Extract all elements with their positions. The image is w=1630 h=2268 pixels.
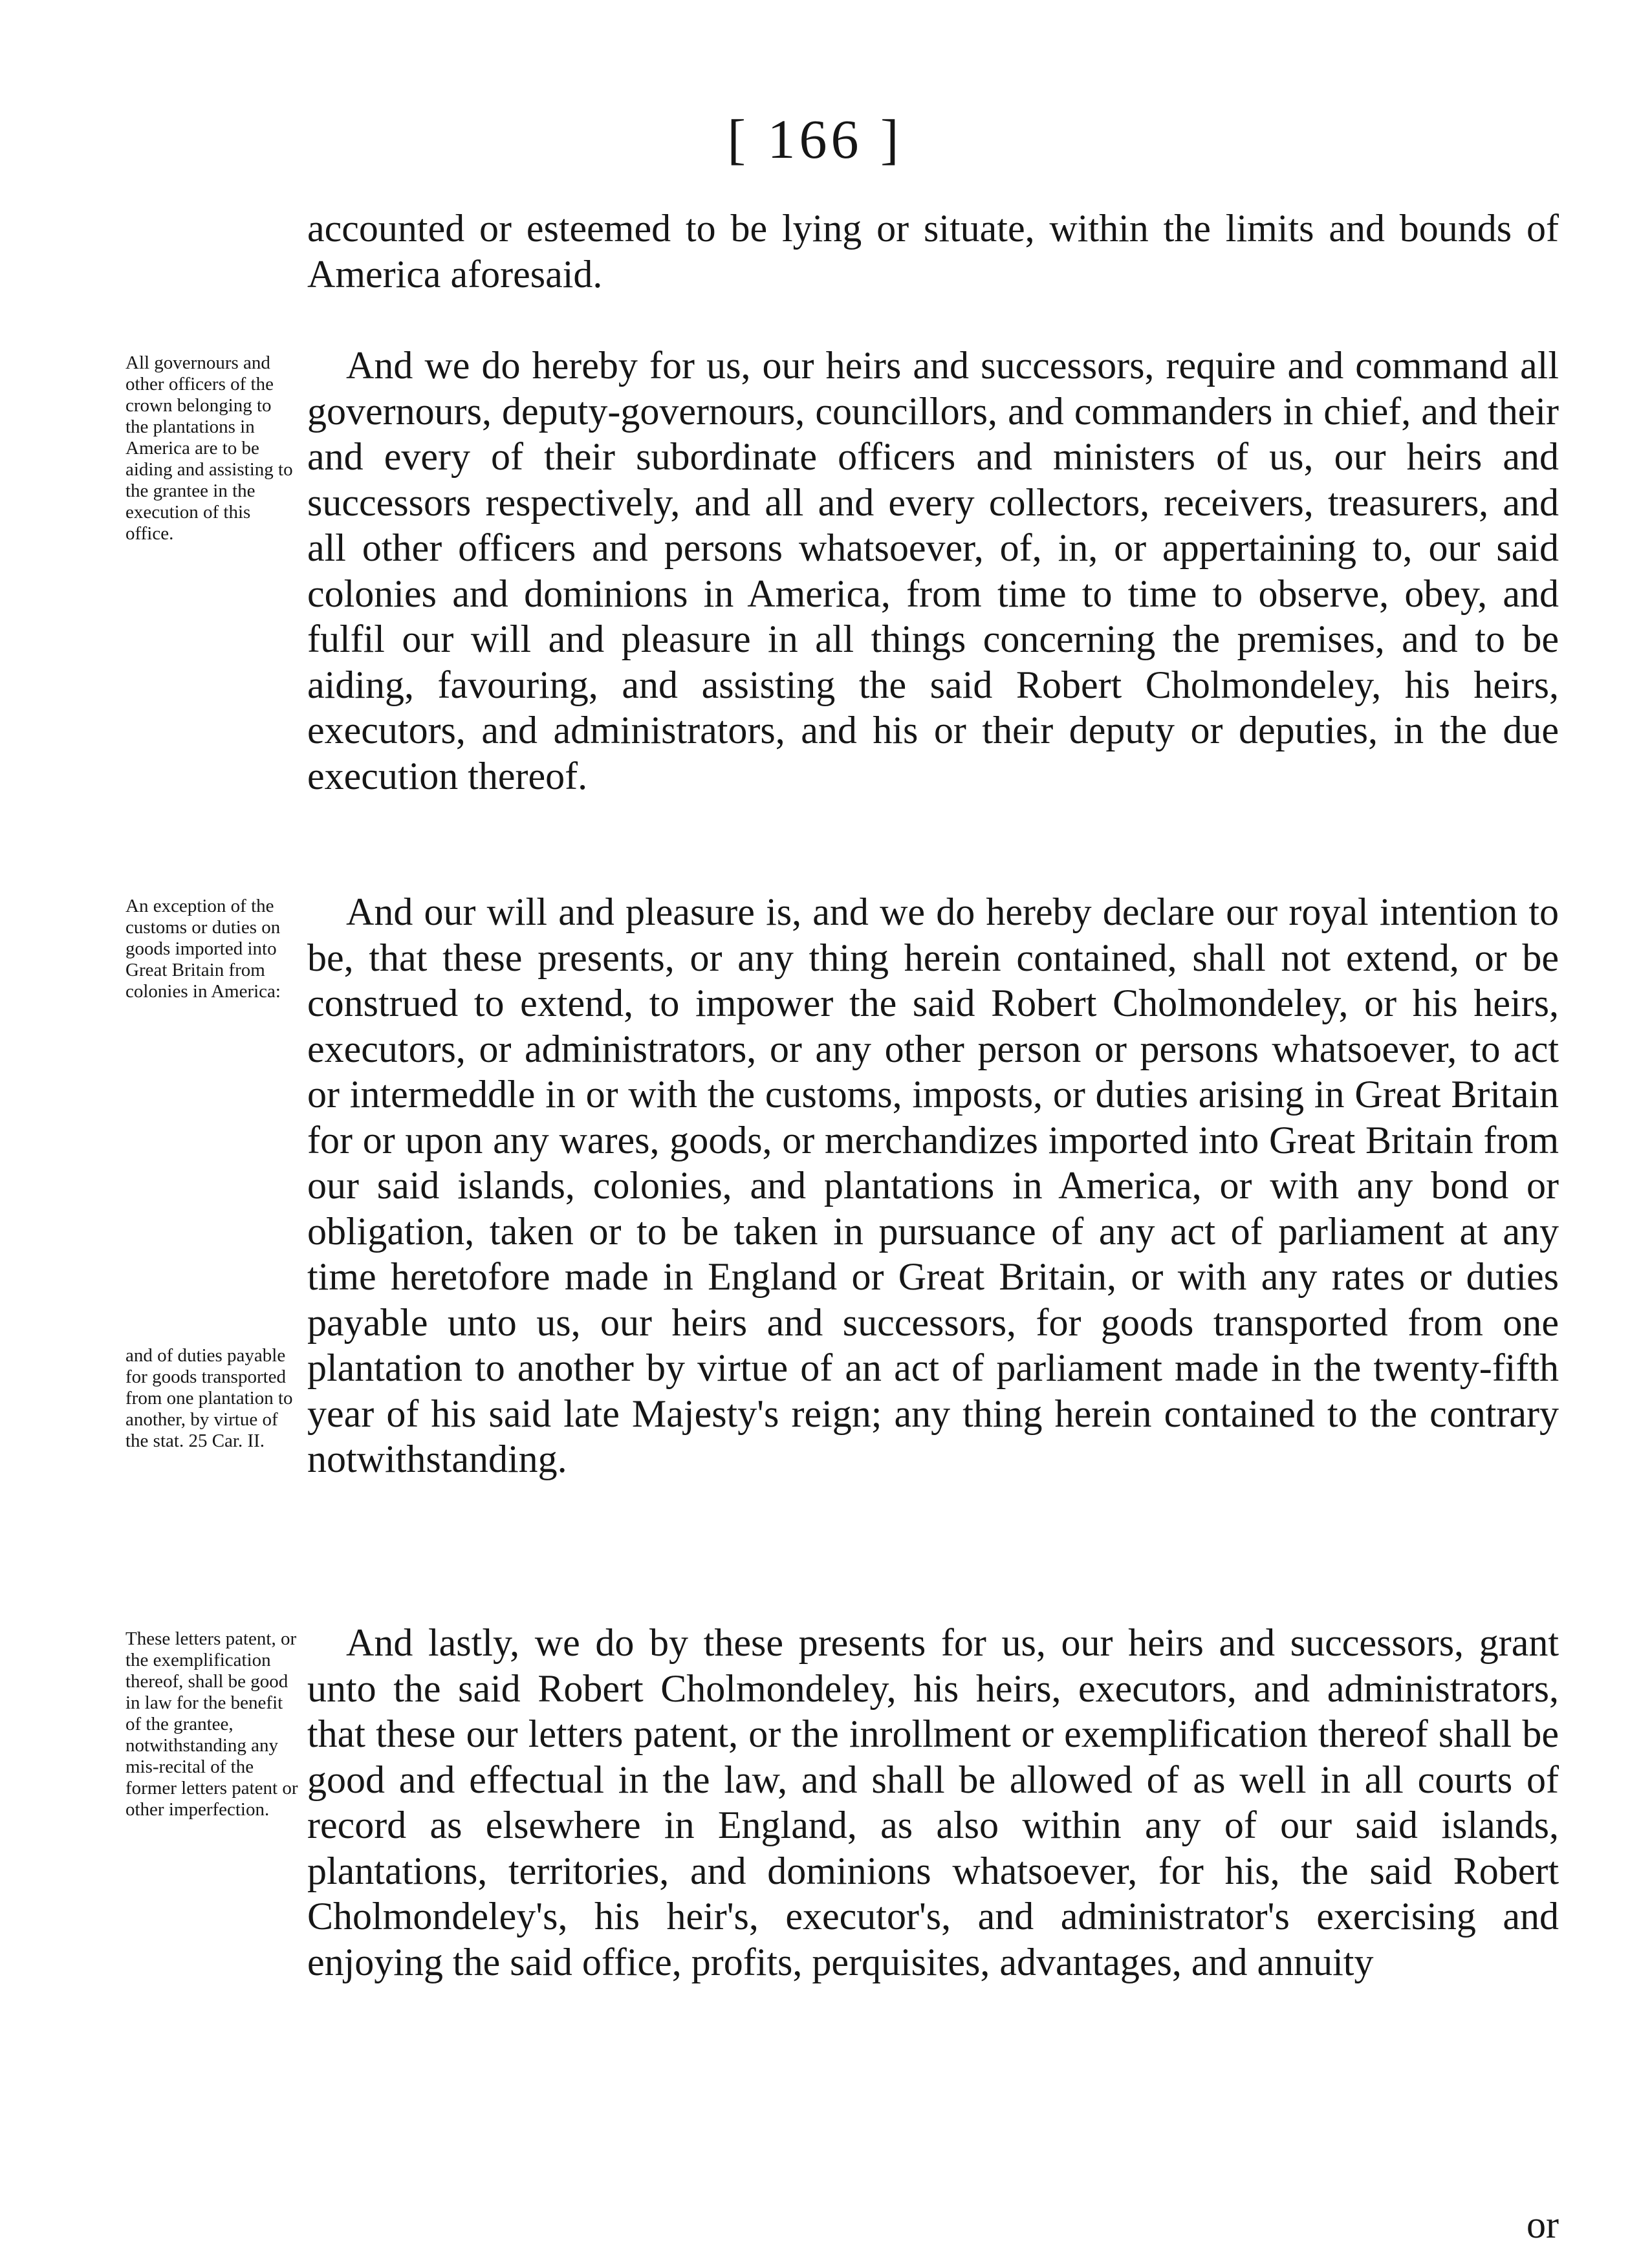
paragraph-officers-assist: And we do hereby for us, our heirs and successors, require and command all governours, deputy-governours, councillors, and commanders in chief, and their and every of their subordinate officers and ministers of us, our heirs and successors respectively, and all and every collectors, receivers, treasurers, and all other officers and persons whatsoever, of, in, or appertaining to, our said colonies and dominions in America, from time to time to observe, obey, and fulfil our will and pleasure in all things concerning the premises, and to be aiding, favouring, and assisting the said Robert Cholmondeley, his heirs, executors, and administrators, and his or their deputy or deputies, in the due execution thereof. bbox=[307, 344, 1559, 797]
margin-note-letters-patent: These letters patent, or the exemplification thereof, shall be good in law for the benefit of the grantee, notwithstanding any mis-recital of the former letters patent or other imperfection. bbox=[125, 1628, 298, 1820]
opening-paragraph: accounted or esteemed to be lying or situate, within the limits and bounds of America aforesaid. bbox=[307, 207, 1559, 296]
margin-note-customs-exception: An exception of the customs or duties on goods imported into Great Britain from colonies in America: bbox=[125, 896, 281, 1002]
margin-note-officers: All governours and other officers of the crown belonging to the plantations in America are to be aiding and assisting to the grantee in the execution of this office. bbox=[125, 352, 293, 544]
paragraph-letters-patent: And lastly, we do by these presents for us, our heirs and successors, grant unto the said Robert Cholmondeley, his heirs, executors, and administrators, that these our letters patent, or the inrollment or exemplification thereof shall be good and effectual in the law, and shall be allowed of as well in all courts of record as elsewhere in England, as also within any of our said islands, plantations, territories, and dominions whatsoever, for his, the said Robert Cholmondeley's, his heir's, executor's, and administrator's exercising and enjoying the said office, profits, perquisites, advantages, and annuity bbox=[307, 1621, 1559, 1983]
paragraph-customs-exception: And our will and pleasure is, and we do hereby declare our royal intention to be, that these presents, or any thing herein contained, shall not extend, or be construed to extend, to impower the said Robert Cholmondeley, or his heirs, executors, or administrators, or any other person or persons whatsoever, to act or intermeddle in or with the customs, imposts, or duties arising in Great Britain for or upon any wares, goods, or merchandizes imported into Great Britain from our said islands, colonies, and plantations in America, or with any bond or obligation, taken or to be taken in pursuance of any act of parliament at any time heretofore made in England or Great Britain, or with any rates or duties payable unto us, our heirs and successors, for goods transported from one plantation to another by virtue of an act of parliament made in the twenty-fifth year of his said late Majesty's reign; any thing herein contained to the contrary notwithstanding. bbox=[307, 891, 1559, 1480]
margin-note-plantation-duties: and of duties payable for goods transported from one plantation to another, by virtue of the stat. 25 Car. II. bbox=[125, 1345, 293, 1451]
page-number: [ 166 ] bbox=[727, 108, 903, 170]
catchword: or bbox=[1527, 2203, 1559, 2246]
